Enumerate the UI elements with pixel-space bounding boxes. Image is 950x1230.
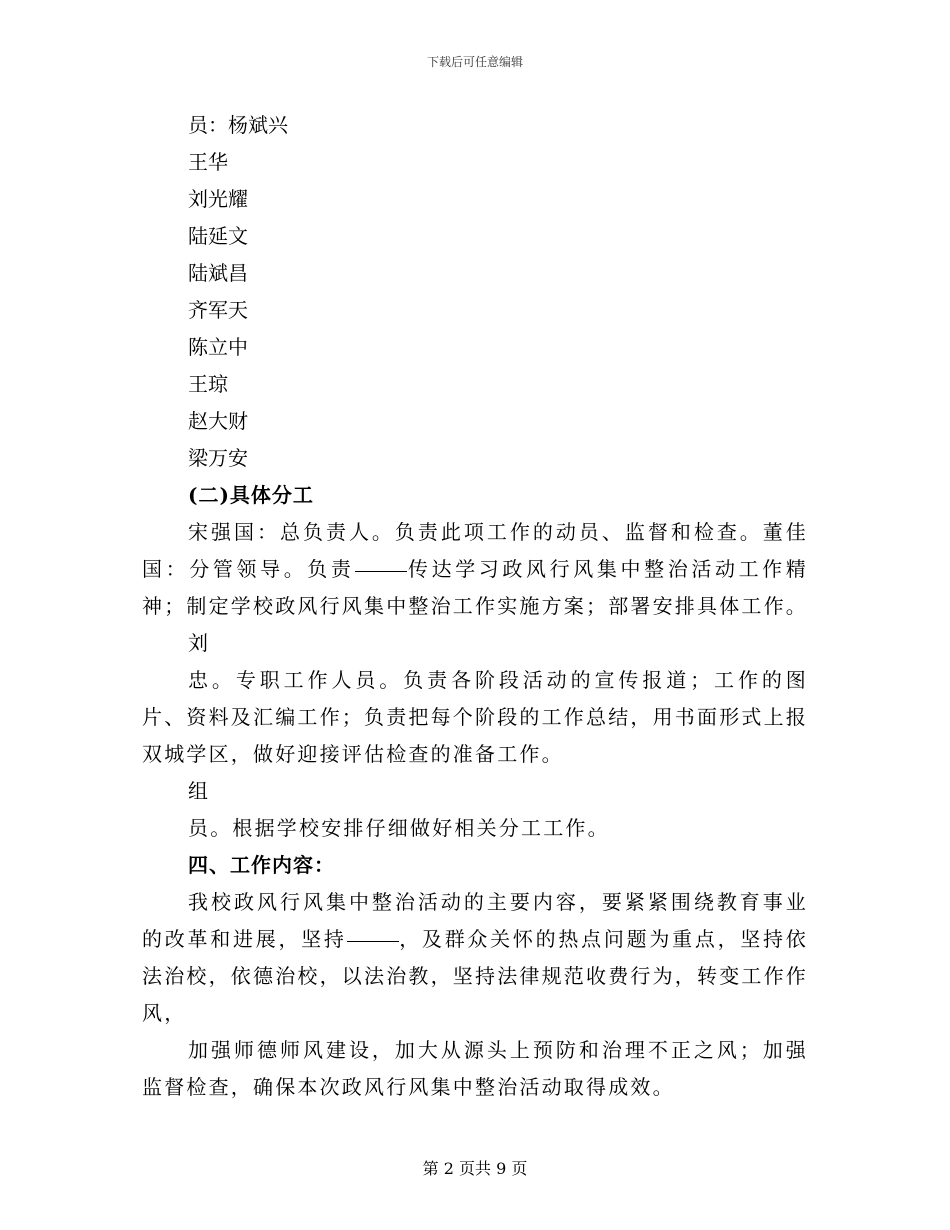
paragraph-text: 我校政风行风集中整治活动的主要内容，要紧紧围绕教育事业的改革和进展，坚持 — [142, 890, 808, 951]
page-header: 下载后可任意编辑 — [426, 55, 523, 69]
document-body — [142, 107, 808, 1106]
page-number: 第 2 页共 9 页 — [422, 1159, 528, 1178]
member-name: 员：杨斌兴 — [188, 113, 288, 137]
member-name: 齐军天 — [188, 298, 248, 322]
paragraph-text: 宋强国：总负责人。负责此项工作的动员、监督和检查。董佳国：分管领导。负责 — [142, 520, 808, 581]
member-name: 刘光耀 — [188, 187, 248, 211]
fill-in-blank — [355, 570, 407, 572]
paragraph-text: 传达学习政风行风集中整治活动工作精神；制定学校政风行风集中整治工作实施方案；部署安排具体工作。 — [142, 557, 808, 618]
paragraph-text: ，及群众关怀的热点问题为重点，坚持依法治校，依德治校，以法治教，坚持法律规范收费行为，转变工作作风， — [142, 927, 808, 1025]
name-fragment: 组 — [188, 779, 208, 803]
paragraph-work-content — [142, 884, 808, 1032]
member-name: 陆斌昌 — [188, 261, 248, 285]
paragraph-member-duties: 员。根据学校安排仔细做好相关分工工作。 — [188, 816, 610, 840]
section-heading-work-content: 四、工作内容： — [188, 853, 335, 877]
name-fragment: 刘 — [188, 631, 208, 655]
section-heading-division-of-labor: (二)具体分工 — [188, 483, 314, 507]
fill-in-blank — [347, 940, 399, 942]
member-name: 王华 — [188, 150, 228, 174]
paragraph-supervision: 加强师德师风建设，加大从源头上预防和治理不正之风；加强监督检查，确保本次政风行风集中整治活动取得成效。 — [142, 1038, 808, 1099]
member-name: 赵大财 — [188, 409, 248, 433]
member-name: 王琼 — [188, 372, 228, 396]
member-name: 梁万安 — [188, 446, 248, 470]
paragraph-publicity-duties: 忠。专职工作人员。负责各阶段活动的宣传报道；工作的图片、资料及汇编工作；负责把每个阶段的工作总结，用书面形式上报双城学区，做好迎接评估检查的准备工作。 — [142, 668, 808, 766]
member-name: 陈立中 — [188, 335, 248, 359]
member-name: 陆延文 — [188, 224, 248, 248]
paragraph-responsibilities — [142, 514, 808, 625]
